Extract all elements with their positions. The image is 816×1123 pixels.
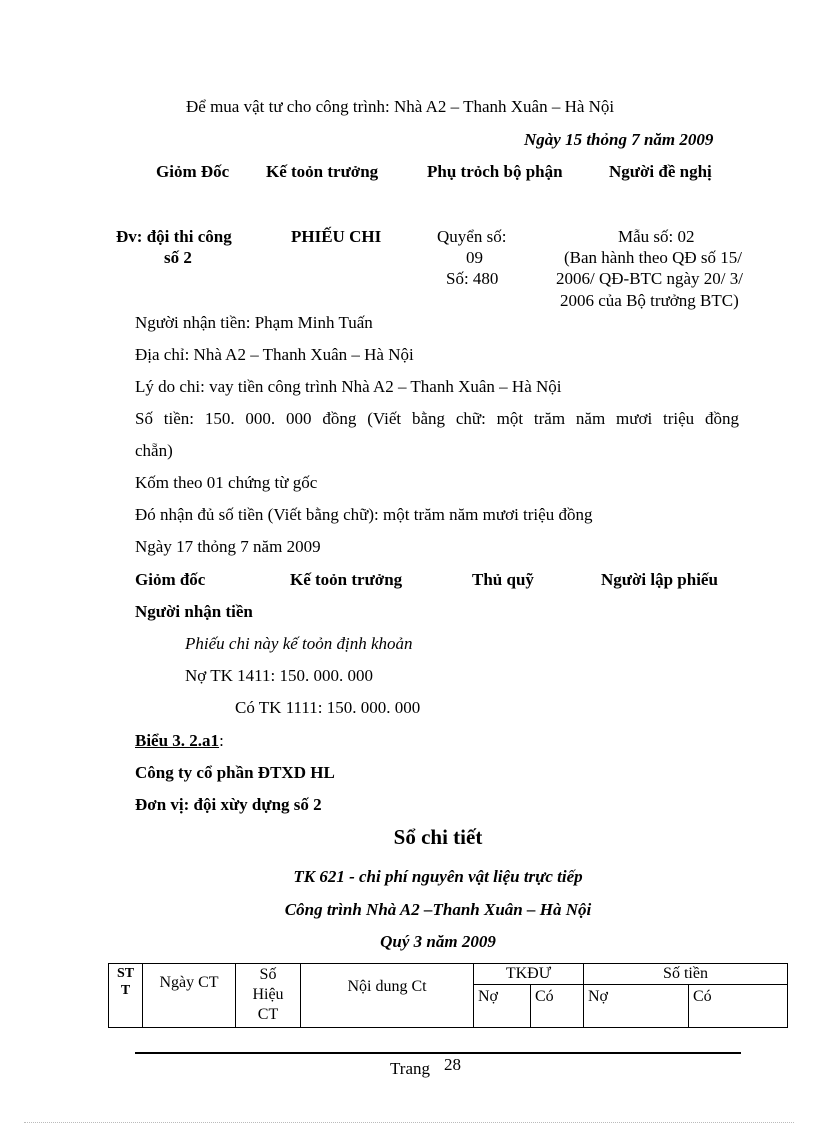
received-amount: Đó nhận đủ số tiền (Viết bằng chữ): một trăm năm mươi triệu đồng: [135, 505, 593, 524]
company-name: Công ty cổ phần ĐTXD HL: [135, 763, 335, 782]
col-date: Ngày CT: [143, 964, 236, 1028]
ledger-subtitle-period: Quý 3 năm 2009: [380, 932, 496, 951]
section-label-colon: :: [219, 731, 224, 750]
voucher-title: PHIẾU CHI: [291, 227, 382, 246]
col-content: Nội dung Ct: [301, 964, 474, 1028]
entry-note: Phiếu chi này kế toỏn định khoản: [185, 634, 413, 653]
ledger-subtitle-account: TK 621 - chi phí nguyên vật liệu trực tiếp: [293, 867, 583, 886]
col-number-l1: Số: [259, 966, 277, 983]
unit-label: Đơn vị: đội xừy dựng số 2: [135, 795, 322, 814]
sign-cashier: Thủ quỹ: [472, 570, 534, 589]
col-tkdu-debit: Nợ: [474, 985, 531, 1028]
amount-line: Số tiền: 150. 000. 000 đồng (Viết bằng chữ: một trăm năm mươi triệu đồng: [135, 409, 739, 428]
col-number-l2: Hiệu: [252, 986, 284, 1003]
sign-chief-accountant: Kế toỏn trưởng: [290, 570, 403, 589]
book-number: 09: [466, 248, 483, 267]
ledger-subtitle-project: Công trình Nhà A2 –Thanh Xuân – Hà Nội: [284, 900, 592, 919]
page-label: Trang: [390, 1059, 430, 1078]
page-number: 28: [444, 1055, 461, 1074]
form-decree-1: (Ban hành theo QĐ số 15/: [564, 248, 743, 267]
entry-credit: Có TK 1111: 150. 000. 000: [235, 698, 421, 717]
voucher-date: Ngày 15 thỏng 7 năm 2009: [524, 130, 714, 149]
ledger-table: [108, 963, 788, 1028]
reason: Lý do chi: vay tiền công trình Nhà A2 – Thanh Xuân – Hà Nội: [135, 377, 562, 396]
voucher-number: Số: 480: [446, 269, 499, 288]
receiver: Người nhận tiền: Phạm Minh Tuấn: [135, 313, 373, 332]
form-number: Mẫu số: 02: [618, 227, 695, 246]
col-amount-debit: Nợ: [584, 985, 689, 1028]
col-stt-l2: T: [120, 983, 131, 998]
attached-documents: Kốm theo 01 chứng từ gốc: [135, 473, 318, 492]
form-decree-2: 2006/ QĐ-BTC ngày 20/ 3/: [556, 269, 743, 288]
section-label: Biểu 3. 2.a1: [135, 731, 220, 750]
col-amount: Số tiền: [584, 964, 788, 985]
payment-date: Ngày 17 thỏng 7 năm 2009: [135, 537, 321, 556]
unit-name-cont: số 2: [164, 248, 192, 267]
col-tkdu-credit: Có: [531, 985, 584, 1028]
col-number: [236, 964, 301, 1028]
amount-line-cont: chẵn): [135, 441, 173, 460]
sign-receiver: Người nhận tiền: [135, 602, 253, 621]
signature-director: Giỏm Đốc: [156, 162, 230, 181]
unit-name: Đv: đội thi công: [116, 227, 232, 246]
ledger-title: Sổ chi tiết: [393, 825, 483, 849]
signature-chief-accountant: Kế toỏn trưởng: [266, 162, 379, 181]
footer-rule: [135, 1052, 741, 1054]
entry-debit: Nợ TK 1411: 150. 000. 000: [185, 666, 373, 685]
form-decree-3: 2006 của Bộ trưởng BTC): [560, 291, 739, 310]
purpose-line: Để mua vật tư cho công trình: Nhà A2 – Thanh Xuân – Hà Nội: [186, 97, 615, 116]
col-stt-l1: ST: [116, 966, 135, 981]
sign-director: Giỏm đốc: [135, 570, 206, 589]
col-number-l3: CT: [257, 1006, 279, 1023]
address: Địa chỉ: Nhà A2 – Thanh Xuân – Hà Nội: [135, 345, 414, 364]
col-stt: [109, 964, 143, 1028]
col-amount-credit: Có: [689, 985, 788, 1028]
col-tkdu: TKĐƯ: [474, 964, 584, 985]
sign-preparer: Người lập phiếu: [601, 570, 718, 589]
section-label-row: [135, 731, 224, 751]
signature-requester: Người đề nghị: [609, 162, 712, 181]
book-label: Quyển số:: [437, 227, 507, 246]
signature-department-head: Phụ trỏch bộ phận: [427, 162, 563, 181]
